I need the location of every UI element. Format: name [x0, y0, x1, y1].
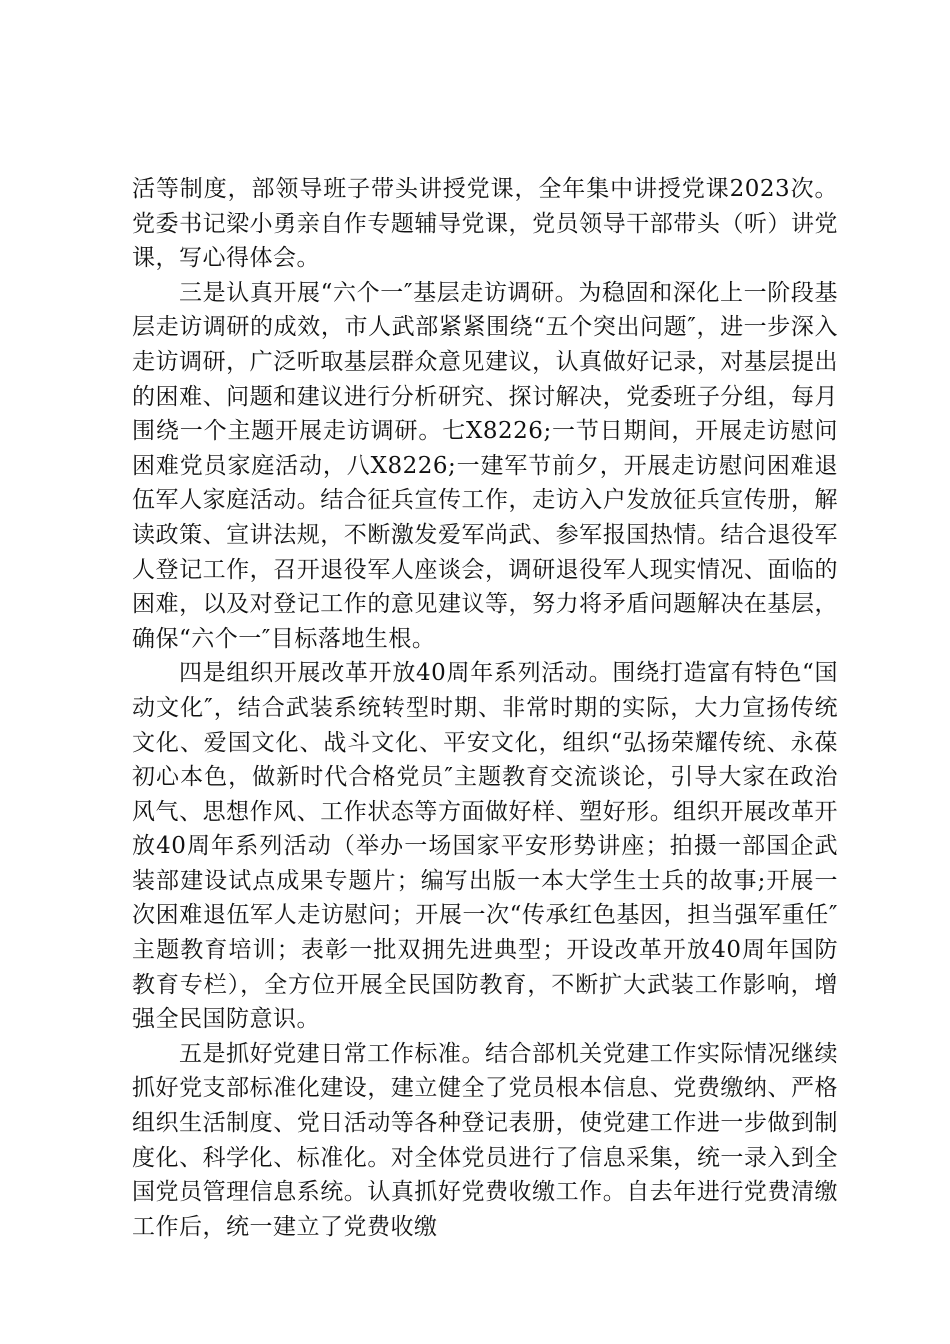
- paragraph-three: 三是认真开展“六个一″基层走访调研。为稳固和深化上一阶段基层走访调研的成效，市人武部紧紧围绕“五个突出问题″，进一步深入走访调研，广泛听取基层群众意见建议，认真做好记录，对基层提出的困难、问题和建议进行分析研究、探讨解决，党委班子分组，每月围绕一个主题开展走访调研。七X8226;一节日期间，开展走访慰问困难党员家庭活动，八X8226;一建军节前夕，开展走访慰问困难退伍军人家庭活动。结合征兵宣传工作，走访入户发放征兵宣传册，解读政策、宣讲法规，不断激发爱军尚武、参军报国热情。结合退役军人登记工作，召开退役军人座谈会，调研退役军人现实情况、面临的困难，以及对登记工作的意见建议等，努力将矛盾问题解决在基层，确保“六个一″目标落地生根。: [132, 279, 838, 652]
- paragraph-four: 四是组织开展改革开放40周年系列活动。围绕打造富有特色“国动文化″，结合武装系统转型时期、非常时期的实际，大力宣扬传统文化、爱国文化、战斗文化、平安文化，组织“弘扬荣耀传统、永葆初心本色，做新时代合格党员″主题教育交流谈论，引导大家在政治风气、思想作风、工作状态等方面做好样、塑好形。组织开展改革开放40周年系列活动（举办一场国家平安形势讲座；拍摄一部国企武装部建设试点成果专题片；编写出版一本大学生士兵的故事;开展一次困难退伍军人走访慰问；开展一次“传承红色基因，担当强军重任″主题教育培训；表彰一批双拥先进典型；开设改革开放40周年国防教育专栏），全方位开展全民国防教育，不断扩大武装工作影响，增强全民国防意识。: [132, 660, 838, 1033]
- paragraph-continuation: 活等制度，部领导班子带头讲授党课，全年集中讲授党课2023次。党委书记梁小勇亲自作专题辅导党课，党员领导干部带头（听）讲党课，写心得体会。: [132, 176, 838, 272]
- document-body: [132, 172, 838, 1244]
- paragraph-five: 五是抓好党建日常工作标准。结合部机关党建工作实际情况继续抓好党支部标准化建设，建立健全了党员根本信息、党费缴纳、严格组织生活制度、党日活动等各种登记表册，使党建工作进一步做到制度化、科学化、标准化。对全体党员进行了信息采集，统一录入到全国党员管理信息系统。认真抓好党费收缴工作。自去年进行党费清缴工作后，统一建立了党费收缴: [132, 1040, 838, 1240]
